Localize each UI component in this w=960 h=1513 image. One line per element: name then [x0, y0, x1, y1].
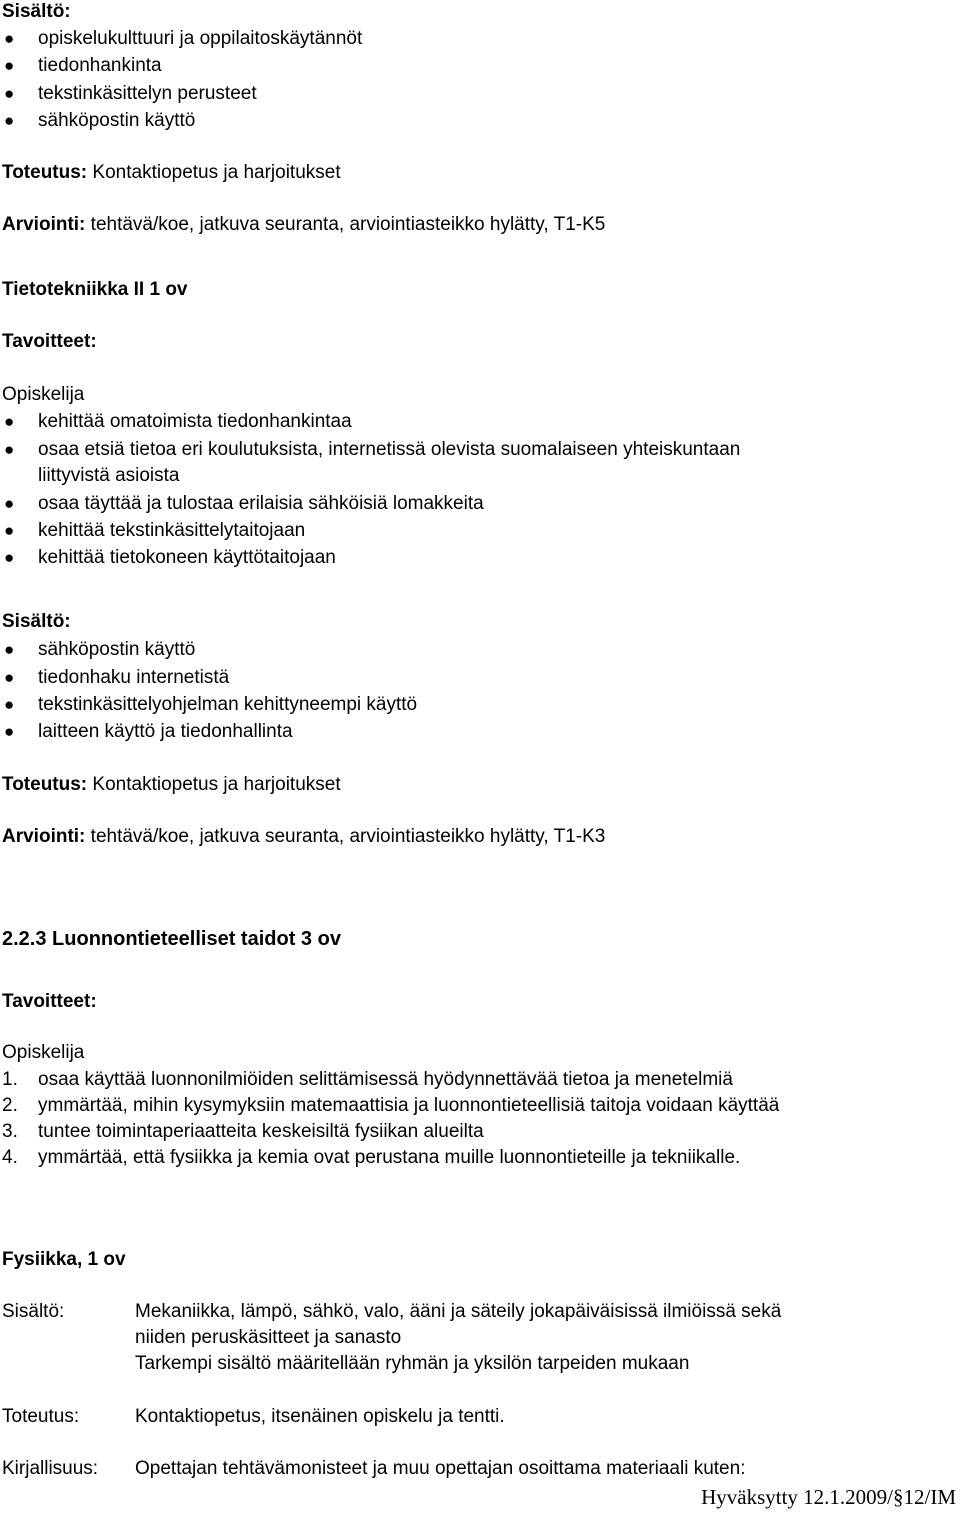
- arviointi-row: Arviointi: tehtävä/koe, jatkuva seuranta, arviointiasteikko hylätty, T1-K5: [2, 214, 606, 235]
- bullet-icon: ●: [4, 412, 15, 431]
- bullet-icon: ●: [4, 56, 15, 75]
- toteutus-label: Toteutus:: [2, 1406, 80, 1427]
- toteutus-text: Kontaktiopetus, itsenäinen opiskelu ja tentti.: [135, 1406, 505, 1427]
- toteutus-row: Toteutus: Kontaktiopetus ja harjoitukset: [2, 162, 341, 183]
- sisalto-label: Sisältö:: [2, 611, 71, 632]
- course-title: Fysiikka, 1 ov: [2, 1249, 126, 1270]
- tavoitteet-label: Tavoitteet:: [2, 991, 97, 1012]
- bullet-icon: ●: [4, 111, 15, 130]
- bullet-icon: ●: [4, 668, 15, 687]
- section-title: Tietotekniikka II 1 ov: [2, 279, 188, 300]
- approval-footer: Hyväksytty 12.1.2009/§12/IM: [701, 1485, 956, 1509]
- tavoitteet-label: Tavoitteet:: [2, 331, 97, 352]
- bullet-icon: ●: [4, 722, 15, 741]
- bullet-icon: ●: [4, 494, 15, 513]
- kirjallisuus-text: Opettajan tehtävämonisteet ja muu opettajan osoittama materiaali kuten:: [135, 1458, 746, 1479]
- toteutus-row: Toteutus: Kontaktiopetus ja harjoitukset: [2, 774, 341, 795]
- bullet-icon: ●: [4, 29, 15, 48]
- sisalto-line: Tarkempi sisältö määritellään ryhmän ja yksilön tarpeiden mukaan: [135, 1353, 690, 1374]
- bullet-icon: ●: [4, 440, 15, 459]
- bullet-icon: ●: [4, 695, 15, 714]
- bullet-icon: ●: [4, 548, 15, 567]
- section-heading: 2.2.3 Luonnontieteelliset taidot 3 ov: [2, 928, 341, 950]
- sisalto-label: Sisältö:: [2, 1, 71, 22]
- sisalto-label: Sisältö:: [2, 1301, 65, 1322]
- opiskelija-label: Opiskelija: [2, 384, 85, 405]
- sisalto-line: Mekaniikka, lämpö, sähkö, valo, ääni ja säteily jokapäiväisissä ilmiöissä sekä: [135, 1301, 782, 1322]
- opiskelija-label: Opiskelija: [2, 1042, 85, 1063]
- sisalto-line: niiden peruskäsitteet ja sanasto: [135, 1327, 402, 1348]
- bullet-icon: ●: [4, 640, 15, 659]
- arviointi-row: Arviointi: tehtävä/koe, jatkuva seuranta, arviointiasteikko hylätty, T1-K3: [2, 826, 606, 847]
- kirjallisuus-label: Kirjallisuus:: [2, 1458, 99, 1479]
- bullet-icon: ●: [4, 521, 15, 540]
- bullet-icon: ●: [4, 84, 15, 103]
